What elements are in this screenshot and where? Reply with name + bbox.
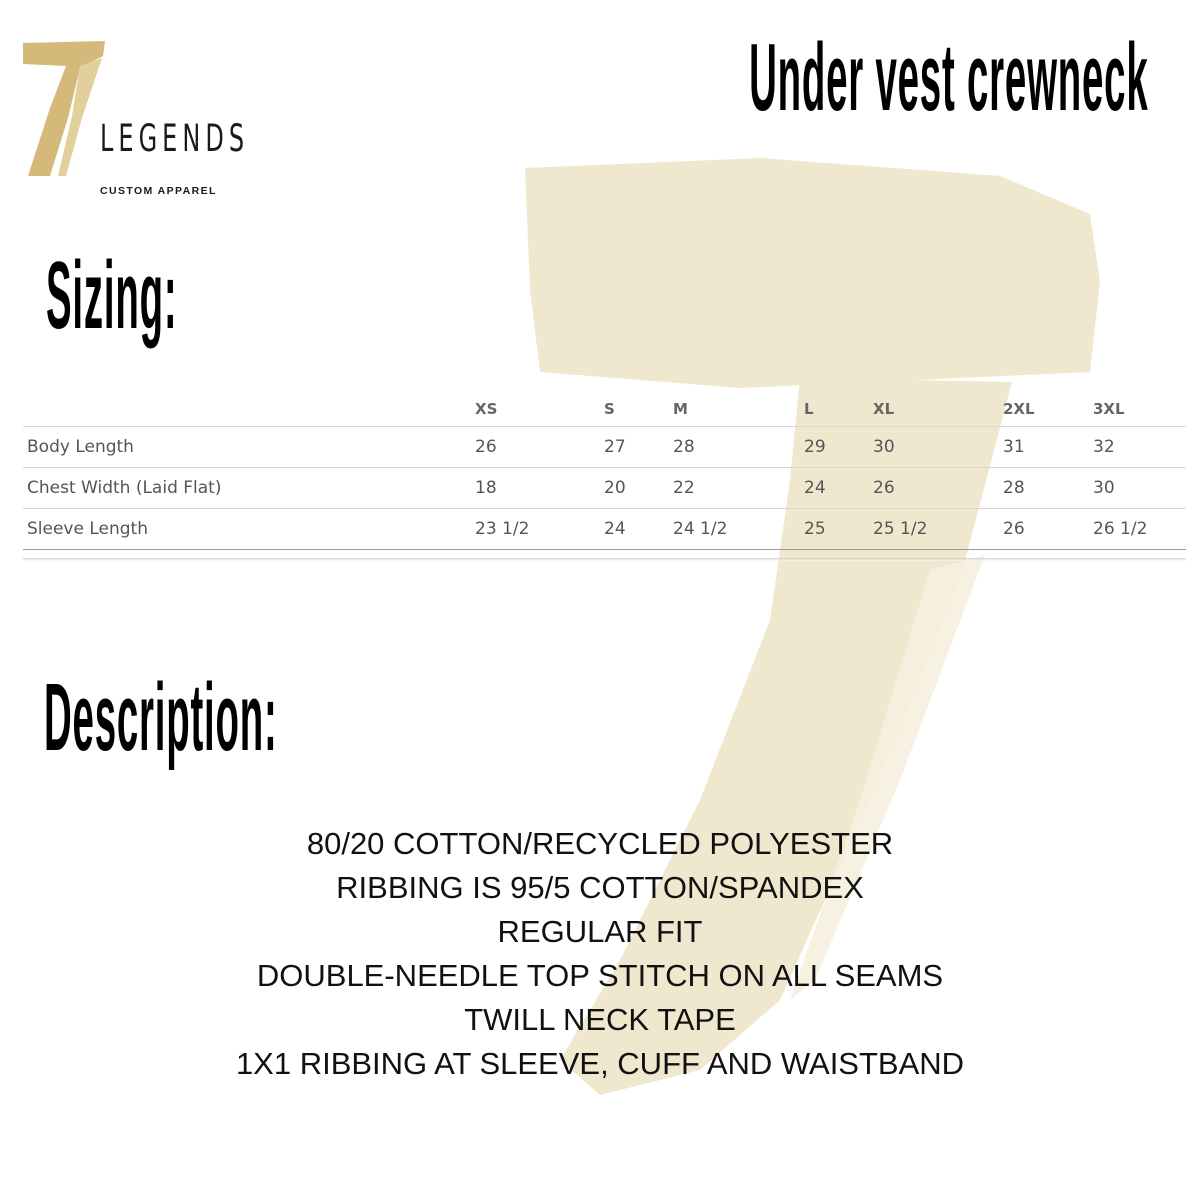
description-line: TWILL NECK TAPE (464, 1002, 736, 1037)
description-line: 80/20 COTTON/RECYCLED POLYESTER (306, 826, 894, 861)
header-cell-2xl: 2XL (1003, 400, 1035, 418)
table-cell: 22 (673, 468, 804, 509)
description-line: 1X1 RIBBING AT SLEEVE, CUFF AND WAISTBAND (235, 1046, 965, 1081)
table-cell: 25 1/2 (873, 509, 1003, 550)
table-cell: 25 (804, 509, 873, 550)
description-list (0, 822, 1200, 1086)
header-cell-xs: XS (475, 400, 498, 418)
table-cell: 27 (604, 427, 673, 468)
row-label: Chest Width (Laid Flat) (23, 468, 475, 509)
table-cell: 26 (1003, 509, 1093, 550)
header-cell (23, 392, 475, 427)
table-cell: 31 (1003, 427, 1093, 468)
description-line: RIBBING IS 95/5 COTTON/SPANDEX (336, 870, 864, 905)
brand-logo (20, 38, 250, 197)
table-cell: 30 (873, 427, 1003, 468)
logo-subtitle: CUSTOM APPAREL (100, 185, 217, 197)
table-row (23, 509, 1186, 550)
description-line: DOUBLE-NEEDLE TOP STITCH ON ALL SEAMS (256, 958, 944, 993)
logo-wordmark: LEGENDS (100, 117, 250, 160)
header-cell-m: M (673, 400, 688, 418)
table-cell: 28 (673, 427, 804, 468)
row-label: Body Length (23, 427, 475, 468)
size-chart-table (23, 392, 1186, 550)
table-cell: 28 (1003, 468, 1093, 509)
size-header-row (23, 392, 1186, 427)
table-cell: 23 1/2 (475, 509, 604, 550)
table-cell: 20 (604, 468, 673, 509)
header-cell-l: L (804, 400, 814, 418)
header-cell-3xl: 3XL (1093, 400, 1125, 418)
header-cell-xl: XL (873, 400, 895, 418)
sizing-heading: Sizing: (46, 242, 178, 349)
table-cell: 24 (804, 468, 873, 509)
row-label: Sleeve Length (23, 509, 475, 550)
table-bottom-shadow (23, 558, 1186, 561)
table-cell: 30 (1093, 468, 1186, 509)
page-title: Under vest crewneck (748, 24, 1148, 131)
table-cell: 32 (1093, 427, 1186, 468)
description-line: REGULAR FIT (497, 914, 703, 949)
table-cell: 24 1/2 (673, 509, 804, 550)
description-heading: Description: (44, 664, 278, 771)
table-cell: 26 (475, 427, 604, 468)
table-row (23, 468, 1186, 509)
table-row (23, 427, 1186, 468)
table-cell: 29 (804, 427, 873, 468)
header-cell-s: S (604, 400, 615, 418)
table-cell: 26 1/2 (1093, 509, 1186, 550)
table-cell: 18 (475, 468, 604, 509)
table-cell: 26 (873, 468, 1003, 509)
table-cell: 24 (604, 509, 673, 550)
